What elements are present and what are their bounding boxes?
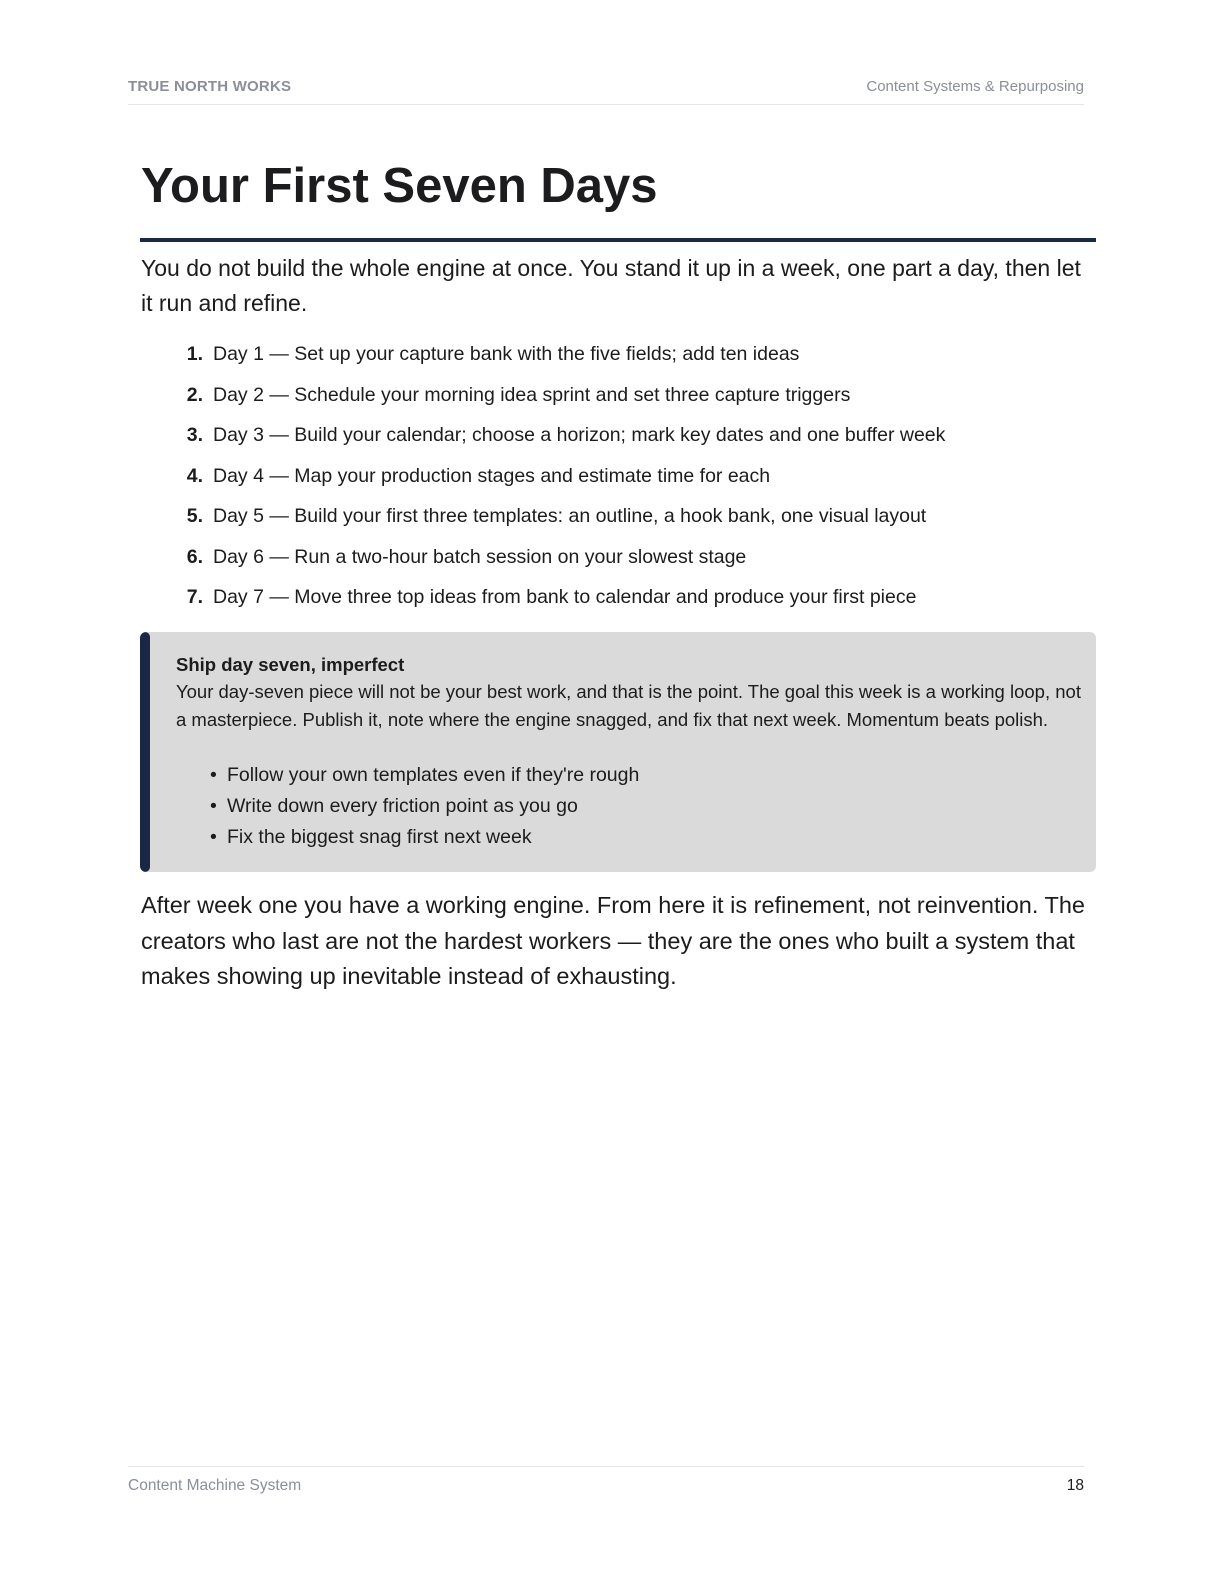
step-item	[141, 421, 1091, 462]
step-text: Day 4 — Map your production stages and estimate time for each	[213, 464, 771, 487]
step-text: Day 6 — Run a two-hour batch session on your slowest stage	[213, 545, 747, 568]
section-name: Content Systems & Repurposing	[866, 78, 1084, 95]
step-number: 6.	[186, 545, 203, 568]
page-number: 18	[1066, 1477, 1084, 1494]
page-footer	[128, 1466, 1084, 1507]
intro-paragraph: You do not build the whole engine at once. You stand it up in a week, one part a day, then let it run and refine.	[141, 255, 1081, 316]
step-number: 4.	[186, 464, 203, 487]
bullet-icon: •	[210, 826, 217, 848]
callout-title: Ship day seven, imperfect	[176, 654, 405, 675]
step-text: Day 3 — Build your calendar; choose a horizon; mark key dates and one buffer week	[213, 424, 946, 446]
callout-item-text: Follow your own templates even if they're rough	[227, 764, 640, 786]
step-item	[141, 502, 1091, 543]
step-item	[141, 583, 1091, 624]
bullet-icon: •	[210, 764, 217, 786]
step-item	[141, 543, 1091, 584]
callout-body: Your day-seven piece will not be your best work, and that is the point. The goal this week is a working loop, not a masterpiece. Publish it, note where the engine snagged, and fix that next week. Momentum beats polish.	[176, 681, 1081, 730]
seven-day-steps-list	[141, 340, 1091, 624]
step-number: 1.	[186, 343, 203, 365]
step-text: Day 2 — Schedule your morning idea sprint and set three capture triggers	[213, 383, 851, 406]
tip-callout	[140, 632, 1096, 872]
step-number: 7.	[186, 586, 203, 608]
step-text: Day 7 — Move three top ideas from bank to calendar and produce your first piece	[213, 586, 917, 608]
callout-item-text: Fix the biggest snag first next week	[227, 826, 532, 848]
callout-accent-bar	[140, 632, 150, 872]
step-item	[141, 462, 1091, 503]
step-text: Day 5 — Build your first three templates: an outline, a hook bank, one visual layout	[213, 505, 927, 527]
step-text: Day 1 — Set up your capture bank with the five fields; add ten ideas	[213, 343, 800, 365]
footer-document-title: Content Machine System	[128, 1477, 302, 1494]
page-title: Your First Seven Days	[141, 159, 658, 213]
step-item	[141, 340, 1091, 381]
page-header	[128, 78, 1084, 105]
step-number: 3.	[186, 424, 203, 446]
brand-name: TRUE NORTH WORKS	[128, 78, 292, 95]
closing-paragraph: After week one you have a working engine. From here it is refinement, not reinvention. The creators who last are not the hardest workers — they are the ones who built a system that makes showing up inevitable instead of exhausting.	[141, 892, 1085, 989]
step-number: 5.	[186, 505, 203, 527]
step-number: 2.	[186, 383, 203, 406]
callout-item-text: Write down every friction point as you go	[227, 795, 578, 817]
bullet-icon: •	[210, 795, 217, 817]
title-divider	[140, 238, 1096, 242]
step-item	[141, 381, 1091, 422]
